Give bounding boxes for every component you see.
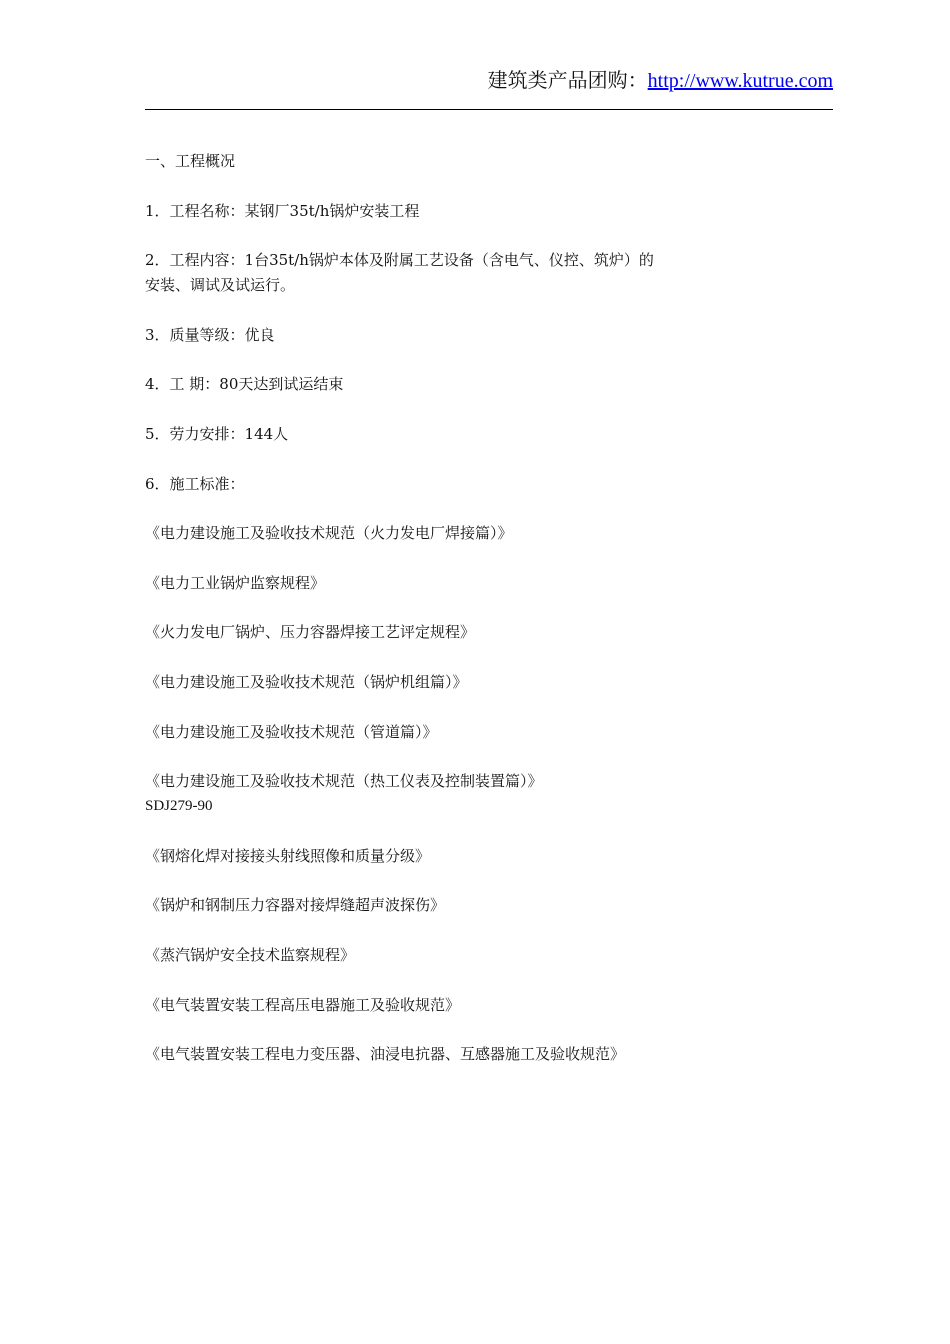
standard-item: 《电力建设施工及验收技术规范（火力发电厂焊接篇）》 <box>145 524 513 543</box>
item-project-content: 2．工程内容：1台35t/h锅炉本体及附属工艺设备（含电气、仪控、筑炉）的安装、调试及试运行。 <box>145 251 654 295</box>
standard-item: 《蒸汽锅炉安全技术监察规程》 <box>145 945 356 964</box>
section-title: 一、工程概况 <box>145 152 236 170</box>
standard-item: 《电力工业锅炉监察规程》 <box>145 573 326 592</box>
document-body <box>145 149 665 1092</box>
standard-item: 《火力发电厂锅炉、压力容器焊接工艺评定规程》 <box>145 623 476 642</box>
item-project-name: 1．工程名称：某钢厂35t/h锅炉安装工程 <box>145 201 420 220</box>
standard-item: 《电气装置安装工程高压电器施工及验收规范》 <box>145 995 461 1014</box>
header-link[interactable]: http://www.kutrue.com <box>647 70 833 92</box>
standard-item: 《锅炉和钢制压力容器对接焊缝超声波探伤》 <box>145 896 446 915</box>
standard-item: 《电气装置安装工程电力变压器、油浸电抗器、互感器施工及验收规范》 <box>145 1045 626 1064</box>
header-label: 建筑类产品团购： <box>487 68 648 92</box>
item-labor: 5．劳力安排：144人 <box>145 424 289 443</box>
item-standards-heading: 6．施工标准： <box>145 474 245 493</box>
standard-code: SDJ279-90 <box>145 798 213 815</box>
header-divider <box>145 109 833 110</box>
item-quality-grade: 3．质量等级：优良 <box>145 325 275 344</box>
standard-item: 《电力建设施工及验收技术规范（热工仪表及控制装置篇）》 <box>145 772 543 791</box>
standard-item: 《电力建设施工及验收技术规范（管道篇）》 <box>145 722 438 741</box>
item-duration: 4．工 期：80天达到试运结束 <box>145 375 344 394</box>
standard-item: 《钢熔化焊对接接头射线照像和质量分级》 <box>145 846 431 865</box>
standard-item: 《电力建设施工及验收技术规范（锅炉机组篇）》 <box>145 672 468 691</box>
page-header <box>145 64 833 97</box>
